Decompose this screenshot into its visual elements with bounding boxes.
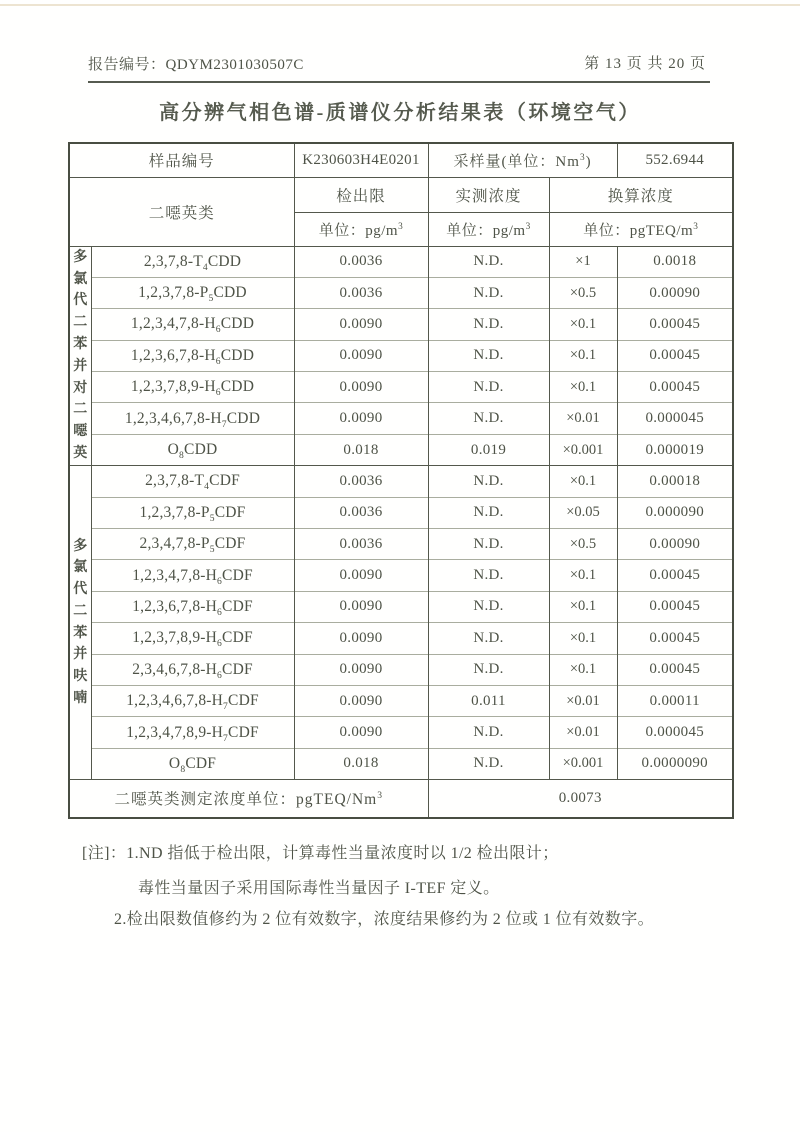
measured-cell: N.D. — [428, 748, 549, 779]
congener-name-cell: $2,3,7,8-T_4CDF$ — [91, 466, 294, 497]
converted-cell: 0.000090 — [617, 497, 733, 528]
detection-limit-cell: 0.018 — [294, 434, 428, 465]
converted-cell: 0.00045 — [617, 591, 733, 622]
dioxin-table-head-section — [69, 143, 733, 246]
table-row — [69, 497, 733, 528]
total-teq-value: 0.0073 — [428, 780, 733, 818]
table-row — [69, 529, 733, 560]
factor-cell: ×0.01 — [549, 685, 617, 716]
congener-name-cell: $2,3,4,6,7,8-H_6CDF$ — [91, 654, 294, 685]
converted-cell: 0.00045 — [617, 340, 733, 371]
converted-cell: 0.0000090 — [617, 748, 733, 779]
congener-name-cell: $O_8CDD$ — [91, 434, 294, 465]
converted-cell: 0.00018 — [617, 466, 733, 497]
congener-name-cell: $1,2,3,7,8-P_5CDF$ — [91, 497, 294, 528]
measured-cell: N.D. — [428, 591, 549, 622]
factor-cell: ×0.1 — [549, 591, 617, 622]
dioxin-class-header: 二噁英类 — [69, 177, 294, 246]
converted-cell: 0.00090 — [617, 529, 733, 560]
converted-cell: 0.00045 — [617, 372, 733, 403]
detection-limit-cell: 0.0090 — [294, 403, 428, 434]
factor-cell: ×0.1 — [549, 340, 617, 371]
congener-name-cell: $2,3,7,8-T_4CDD$ — [91, 246, 294, 277]
factor-cell: ×0.1 — [549, 623, 617, 654]
group-label: 多 氯 代 二 苯 并 对 二 噁 英 — [73, 249, 88, 462]
total-teq-label: 二噁英类测定浓度单位：pgTEQ/Nm$^3$ — [69, 780, 428, 818]
detection-limit-cell: 0.0036 — [294, 277, 428, 308]
congener-name-cell: $1,2,3,6,7,8-H_6CDD$ — [91, 340, 294, 371]
group-label-cell — [69, 246, 91, 466]
converted-cell: 0.00045 — [617, 623, 733, 654]
converted-header: 换算浓度 — [549, 177, 733, 212]
table-row — [69, 591, 733, 622]
measured-cell: N.D. — [428, 654, 549, 685]
column-header-row — [69, 177, 733, 212]
table-row — [69, 654, 733, 685]
measured-cell: N.D. — [428, 309, 549, 340]
footnote-line-3: 2.检出限数值修约为 2 位有效数字，浓度结果修约为 2 位或 1 位有效数字。 — [114, 911, 655, 928]
converted-cell: 0.000045 — [617, 717, 733, 748]
factor-cell: ×0.1 — [549, 654, 617, 685]
factor-cell: ×0.1 — [549, 560, 617, 591]
measured-cell: N.D. — [428, 717, 549, 748]
congener-name-cell: $1,2,3,4,6,7,8-H_7CDD$ — [91, 403, 294, 434]
table-row — [69, 309, 733, 340]
table-row — [69, 434, 733, 465]
measured-cell: N.D. — [428, 529, 549, 560]
sample-id-label: 样品编号 — [69, 143, 294, 177]
measured-cell: N.D. — [428, 466, 549, 497]
sample-volume-value: 552.6944 — [617, 143, 733, 177]
detection-limit-cell: 0.0090 — [294, 591, 428, 622]
factor-cell: ×0.01 — [549, 717, 617, 748]
measured-cell: N.D. — [428, 246, 549, 277]
congener-name-cell: $O_8CDF$ — [91, 748, 294, 779]
factor-cell: ×0.01 — [549, 403, 617, 434]
table-row — [69, 748, 733, 779]
detection-limit-cell: 0.0090 — [294, 372, 428, 403]
factor-cell: ×0.001 — [549, 434, 617, 465]
page-indicator: 第 13 页 共 20 页 — [584, 56, 706, 72]
measured-unit: 单位：$pg/m^3$ — [428, 212, 549, 246]
congener-name-cell: $1,2,3,6,7,8-H_6CDF$ — [91, 591, 294, 622]
page-title: 高分辨气相色谱-质谱仪分析结果表（环境空气） — [159, 102, 641, 124]
detection-limit-cell: 0.0036 — [294, 246, 428, 277]
detection-limit-cell: 0.0036 — [294, 466, 428, 497]
detection-limit-unit: 单位：$pg/m^3$ — [294, 212, 428, 246]
measured-cell: N.D. — [428, 340, 549, 371]
factor-cell: ×0.5 — [549, 277, 617, 308]
measured-cell: N.D. — [428, 372, 549, 403]
factor-cell: ×0.5 — [549, 529, 617, 560]
measured-header: 实测浓度 — [428, 177, 549, 212]
report-number-label: 报告编号： — [88, 57, 166, 73]
measured-cell: 0.019 — [428, 434, 549, 465]
congener-name-cell: $1,2,3,4,7,8,9-H_7CDF$ — [91, 717, 294, 748]
factor-cell: ×0.1 — [549, 466, 617, 497]
header-rule — [88, 81, 710, 83]
detection-limit-cell: 0.0090 — [294, 340, 428, 371]
converted-cell: 0.0018 — [617, 246, 733, 277]
congener-name-cell: $1,2,3,7,8-P_5CDD$ — [91, 277, 294, 308]
converted-cell: 0.000045 — [617, 403, 733, 434]
detection-limit-header: 检出限 — [294, 177, 428, 212]
scan-artifact-line — [0, 4, 800, 6]
dioxin-table-body — [69, 246, 733, 780]
measured-cell: N.D. — [428, 623, 549, 654]
detection-limit-cell: 0.0090 — [294, 623, 428, 654]
measured-cell: N.D. — [428, 497, 549, 528]
group-label-cell — [69, 466, 91, 780]
congener-name-cell: $1,2,3,4,7,8-H_6CDD$ — [91, 309, 294, 340]
measured-cell: N.D. — [428, 403, 549, 434]
measured-cell: N.D. — [428, 560, 549, 591]
table-row — [69, 403, 733, 434]
converted-unit: 单位：pgTEQ/$m^3$ — [549, 212, 733, 246]
factor-cell: ×0.05 — [549, 497, 617, 528]
sample-volume-label: 采样量(单位：Nm$^3$) — [428, 143, 617, 177]
detection-limit-cell: 0.0090 — [294, 654, 428, 685]
congener-name-cell: $2,3,4,7,8-P_5CDF$ — [91, 529, 294, 560]
sample-info-row — [69, 143, 733, 177]
footnote-line-2: 毒性当量因子采用国际毒性当量因子 I-TEF 定义。 — [138, 880, 500, 897]
table-row — [69, 717, 733, 748]
congener-name-cell: $1,2,3,4,7,8-H_6CDF$ — [91, 560, 294, 591]
measured-cell: 0.011 — [428, 685, 549, 716]
sample-id-value: K230603H4E0201 — [294, 143, 428, 177]
congener-name-cell: $1,2,3,7,8,9-H_6CDD$ — [91, 372, 294, 403]
detection-limit-cell: 0.018 — [294, 748, 428, 779]
congener-name-cell: $1,2,3,7,8,9-H_6CDF$ — [91, 623, 294, 654]
detection-limit-cell: 0.0090 — [294, 717, 428, 748]
table-row — [69, 246, 733, 277]
detection-limit-cell: 0.0090 — [294, 685, 428, 716]
detection-limit-cell: 0.0036 — [294, 497, 428, 528]
dioxin-table-footer-section — [69, 780, 733, 818]
converted-cell: 0.00011 — [617, 685, 733, 716]
converted-cell: 0.00045 — [617, 654, 733, 685]
table-row — [69, 623, 733, 654]
table-row — [69, 685, 733, 716]
dioxin-results-table — [68, 142, 734, 819]
factor-cell: ×0.1 — [549, 372, 617, 403]
table-row — [69, 466, 733, 497]
group-label: 多 氯 代 二 苯 并 呋 喃 — [73, 538, 88, 707]
congener-name-cell: $1,2,3,4,6,7,8-H_7CDF$ — [91, 685, 294, 716]
detection-limit-cell: 0.0090 — [294, 560, 428, 591]
report-number — [88, 53, 304, 74]
detection-limit-cell: 0.0036 — [294, 529, 428, 560]
table-row — [69, 372, 733, 403]
measured-cell: N.D. — [428, 277, 549, 308]
table-row — [69, 560, 733, 591]
converted-cell: 0.000019 — [617, 434, 733, 465]
factor-cell: ×1 — [549, 246, 617, 277]
footnote-line-1: [注]：1.ND 指低于检出限，计算毒性当量浓度时以 1/2 检出限计； — [82, 845, 559, 862]
table-row — [69, 340, 733, 371]
converted-cell: 0.00090 — [617, 277, 733, 308]
converted-cell: 0.00045 — [617, 560, 733, 591]
factor-cell: ×0.1 — [549, 309, 617, 340]
table-row — [69, 277, 733, 308]
report-number-value: QDYM2301030507C — [165, 57, 304, 73]
converted-cell: 0.00045 — [617, 309, 733, 340]
factor-cell: ×0.001 — [549, 748, 617, 779]
total-teq-row — [69, 780, 733, 818]
detection-limit-cell: 0.0090 — [294, 309, 428, 340]
